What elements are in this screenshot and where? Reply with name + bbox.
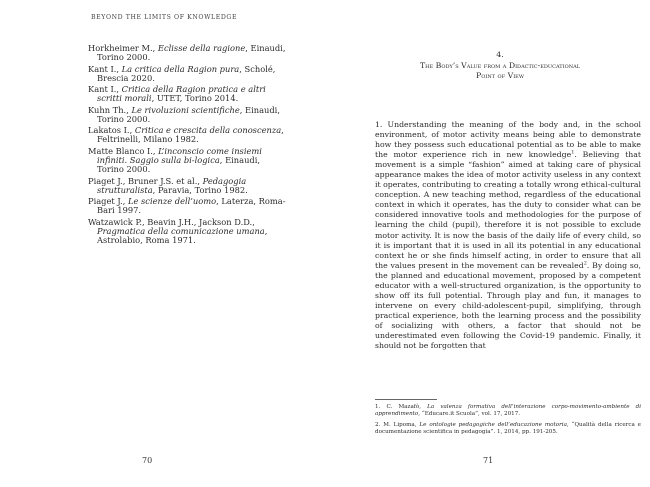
reference-entry: Kant I., La critica della Ragion pura, Scholé, Brescia 2020. — [88, 63, 276, 83]
reference-entry: Piaget J., Le scienze dell’uomo, Laterza, Roma-Bari 1997. — [88, 196, 286, 216]
reference-entry: Kant I., Critica della Ragion pratica e altri scritti morali, UTET, Torino 2014. — [88, 84, 266, 104]
chapter-title-line-1: The Body’s Value from a Didactic-educational — [419, 60, 581, 70]
page-number: 70 — [142, 456, 153, 465]
footnote-ref-2: 2 — [583, 260, 587, 267]
reference-entry: Piaget J., Bruner J.S. et al., Pedagogia strutturalista, Paravia, Torino 1982. — [88, 175, 248, 195]
reference-entry: Matte Blanco I., L’inconscio come insiemi infiniti. Saggio sulla bi-logica, Einaudi, Torino 2000. — [88, 145, 262, 175]
reference-entry: Watzawick P., Beavin J.H., Jackson D.D., Pragmatica della comunicazione umana, Astrolabio, Roma 1971. — [88, 216, 268, 245]
footnote-entry: 1. C. Mazafò, La valenza formativa dell’interazione corpo-movimento-ambiente di apprendimento, “Educare.it Scuola”, vol. 17, 2017. — [375, 404, 642, 418]
running-head: BEYOND THE LIMITS OF KNOWLEDGE — [91, 14, 238, 21]
reference-entry: Lakatos I., Critica e crescita della conoscenza, Feltrinelli, Milano 1982. — [88, 125, 284, 145]
body-paragraph: 1. Understanding the meaning of the body and, in the school environment, of motor activity means being able to demonstrate how they possess such educational potential as to be able to make the motor experience rich in new knowledge$^1$. Believing that movement is a simple “fashion” aimed at taking care of physical appearance makes the idea of motor activity useless in any context it operates, contributing to creating a totally wrong ethical-cultural conception. A new teaching method, regardless of the educational context in which it operates, has the duty to consider what can be considered innovative tools and methodologies for the purpose of learning the child (pupil), therefore it is not possible to exclude motor activity. It is now the basis of the daily life of every child, so it is important that it is used in all its potential in any educational context he or she finds himself acting, in order to ensure that all the values present in the movement can be revealed$^2$. By doing so, the planned and educational movement, proposed by a competent educator with a well-structured organization, is the opportunity to show off its full potential. Through play and fun, it manages to intervene on every child-adolescent-pupil, simplifying, through practical experience, both the learning process and the possibility of socializing with others, a factor that should not be underestimated even following the Covid-19 pandemic. Finally, it should not be forgotten that — [375, 120, 641, 351]
footnote-divider — [375, 399, 437, 400]
right-page — [325, 0, 650, 487]
reference-entry: Kuhn Th., Le rivoluzioni scientifiche, Einaudi, Torino 2000. — [88, 104, 280, 124]
page-number: 71 — [483, 456, 494, 465]
footnote-ref-1: 1 — [571, 149, 575, 156]
chapter-number: 4. — [496, 50, 504, 59]
footnote-list — [375, 404, 641, 440]
footnote-entry: 2. M. Lipoma, Le ontologie pedagogiche dell’educazione motoria, “Qualità della ricerca e documentazione scientifica in pedagogia”. 1, 2014, pp. 191-205. — [375, 421, 641, 436]
reference-entry: Horkheimer M., Eclisse della ragione, Einaudi, Torino 2000. — [88, 43, 286, 63]
chapter-title-line-2: Point of View — [476, 71, 524, 80]
chapter-heading — [355, 50, 645, 82]
reference-list — [88, 44, 288, 247]
